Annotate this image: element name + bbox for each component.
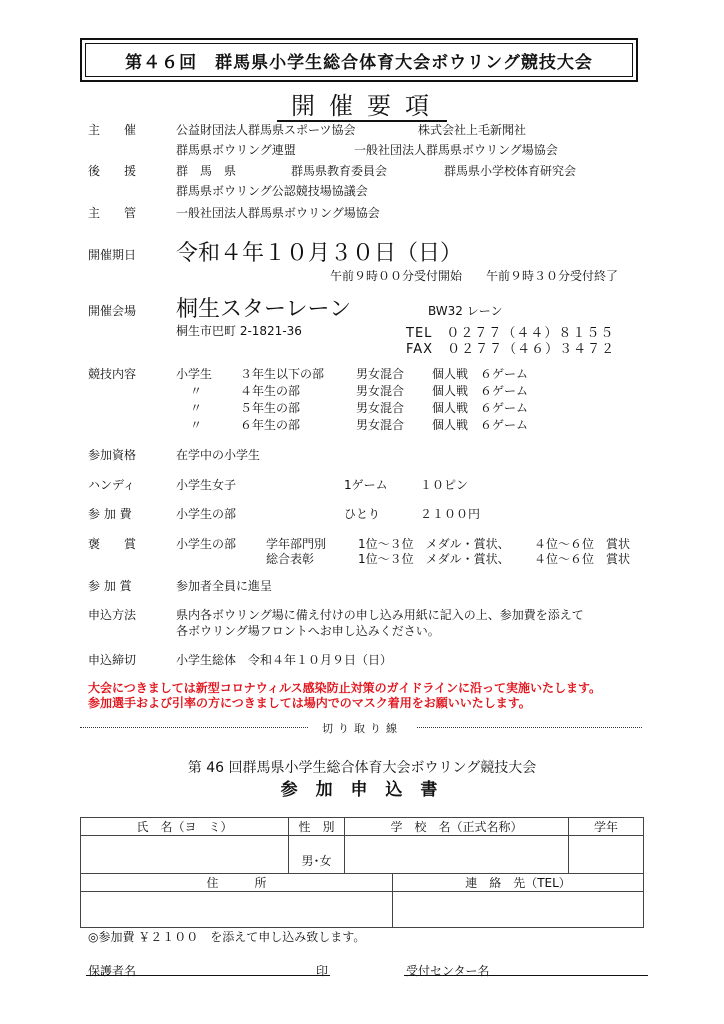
venue-tel: TEL ０２７７（４４）８１５５ (406, 326, 615, 341)
event-prefix: 〃 (190, 384, 203, 398)
awards-who: 小学生の部 (176, 537, 237, 551)
venue-label: 開催会場 (88, 304, 137, 318)
awards-row1-b: ４位〜６位 賞状 (534, 537, 631, 551)
awards-row1-type: 学年部門別 (266, 537, 327, 551)
sponsor-4: 一般社団法人群馬県ボウリング場協会 (354, 143, 558, 157)
page-subtitle (0, 86, 724, 121)
col-grade-header: 学年 (569, 818, 644, 836)
seal-label: 印 (316, 964, 329, 978)
fee-label: 参 加 費 (88, 507, 132, 521)
col-contact-header: 連 絡 先（TEL） (393, 874, 644, 892)
date-label: 開催期日 (88, 248, 137, 262)
deadline-value: 小学生総体 令和４年１０月９日（日） (176, 653, 393, 667)
event-mix: 男女混合 (356, 367, 405, 381)
fee-amount: ２１００円 (420, 507, 481, 521)
gender-field[interactable]: 男･女 (289, 836, 345, 874)
support-4: 群馬県ボウリング公認競技場協議会 (176, 184, 368, 198)
event-division: ３年生以下の部 (240, 367, 325, 381)
fee-per: ひとり (344, 507, 381, 521)
events-label: 競技内容 (88, 367, 137, 381)
contact-field[interactable] (393, 892, 644, 928)
event-type: 個人戦 ６ゲーム (432, 367, 529, 381)
fee-who: 小学生の部 (176, 507, 237, 521)
awards-row2-a: 1位〜３位 メダル・賞状、 (358, 552, 510, 566)
sponsor-1: 公益財団法人群馬県スポーツ協会 (176, 123, 356, 137)
event-type: 個人戦 ６ゲーム (432, 418, 529, 432)
support-1: 群 馬 県 (176, 164, 237, 178)
awards-row1-a: 1位〜３位 メダル・賞状、 (358, 537, 510, 551)
support-3: 群馬県小学校体育研究会 (444, 164, 577, 178)
center-label: 受付センター名 (406, 964, 490, 978)
venue-lanes: BW32 レーン (428, 304, 503, 318)
event-prefix: 〃 (190, 418, 203, 432)
handicap-who: 小学生女子 (176, 478, 237, 492)
guardian-signature-line[interactable] (86, 975, 330, 976)
fee-note: ◎参加費 ￥２１００ を添えて申し込み致します。 (88, 930, 366, 944)
cut-label (0, 720, 724, 736)
school-field[interactable] (345, 836, 569, 874)
center-signature-line[interactable] (404, 975, 648, 976)
date-times: 午前９時００分受付開始 午前９時３０分受付終了 (330, 269, 619, 283)
sponsor-3: 群馬県ボウリング連盟 (176, 143, 296, 157)
handicap-label: ハンディ (88, 478, 136, 492)
col-school-header: 学 校 名（正式名称） (345, 818, 569, 836)
venue-address: 桐生市巴町 2-1821-36 (176, 324, 302, 338)
handicap-game: 1ゲーム (344, 478, 388, 492)
event-division: ６年生の部 (240, 418, 301, 432)
eligibility-label: 参加資格 (88, 448, 137, 462)
awards-row2-type: 総合表彰 (266, 552, 315, 566)
participation-label: 参 加 賞 (88, 579, 132, 593)
notice-line1: 大会につきましては新型コロナウィルス感染防止対策のガイドラインに沿って実施いたします。 (88, 681, 602, 695)
date-value: 令和４年１０月３０日（日） (176, 241, 463, 266)
apply-label: 申込方法 (88, 608, 137, 622)
application-title: 第 46 回群馬県小学生総合体育大会ボウリング競技大会 (187, 760, 537, 776)
col-gender-header: 性 別 (289, 818, 345, 836)
notice-line2: 参加選手および引率の方につきましては場内でのマスク着用をお願いいたします。 (88, 696, 531, 710)
participation-value: 参加者全員に進呈 (176, 579, 273, 593)
sponsor-2: 株式会社上毛新聞社 (418, 123, 527, 137)
address-field[interactable] (81, 892, 393, 928)
guardian-label: 保護者名 (88, 964, 137, 978)
event-mix: 男女混合 (356, 384, 405, 398)
event-mix: 男女混合 (356, 401, 405, 415)
manage-label: 主 管 (88, 206, 137, 220)
apply-line2: 各ボウリング場フロントへお申し込みください。 (176, 624, 440, 638)
page-title: 第４６回 群馬県小学生総合体育大会ボウリング競技大会 (125, 52, 593, 73)
event-type: 個人戦 ６ゲーム (432, 384, 529, 398)
event-prefix: 小学生 (176, 367, 213, 381)
handicap-pins: １０ピン (420, 478, 469, 492)
awards-row2-b: ４位〜６位 賞状 (534, 552, 631, 566)
eligibility-value: 在学中の小学生 (176, 448, 261, 462)
venue-fax: FAX ０２７７（４６）３４７２ (406, 342, 616, 357)
cut-label-text: 切り取り線 (308, 722, 416, 735)
apply-line1: 県内各ボウリング場に備え付けの申し込み用紙に記入の上、参加費を添えて (176, 608, 584, 622)
event-division: ５年生の部 (240, 401, 301, 415)
deadline-label: 申込締切 (88, 653, 137, 667)
name-field[interactable] (81, 836, 289, 874)
venue-name: 桐生スターレーン (176, 297, 352, 322)
sponsor-label: 主 催 (88, 123, 137, 137)
subtitle-text: 開催要項 (277, 92, 447, 122)
event-division: ４年生の部 (240, 384, 301, 398)
support-label: 後 援 (88, 164, 137, 178)
awards-label: 褒 賞 (88, 537, 137, 551)
grade-field[interactable] (569, 836, 644, 874)
event-prefix: 〃 (190, 401, 203, 415)
manage-1: 一般社団法人群馬県ボウリング場協会 (176, 206, 380, 220)
application-form (80, 817, 644, 928)
event-type: 個人戦 ６ゲーム (432, 401, 529, 415)
support-2: 群馬県教育委員会 (291, 164, 388, 178)
title-box (80, 38, 638, 82)
col-name-header: 氏 名（ヨ ミ） (81, 818, 289, 836)
col-address-header: 住 所 (81, 874, 393, 892)
application-subtitle: 参 加 申 込 書 (280, 780, 444, 800)
event-mix: 男女混合 (356, 418, 405, 432)
